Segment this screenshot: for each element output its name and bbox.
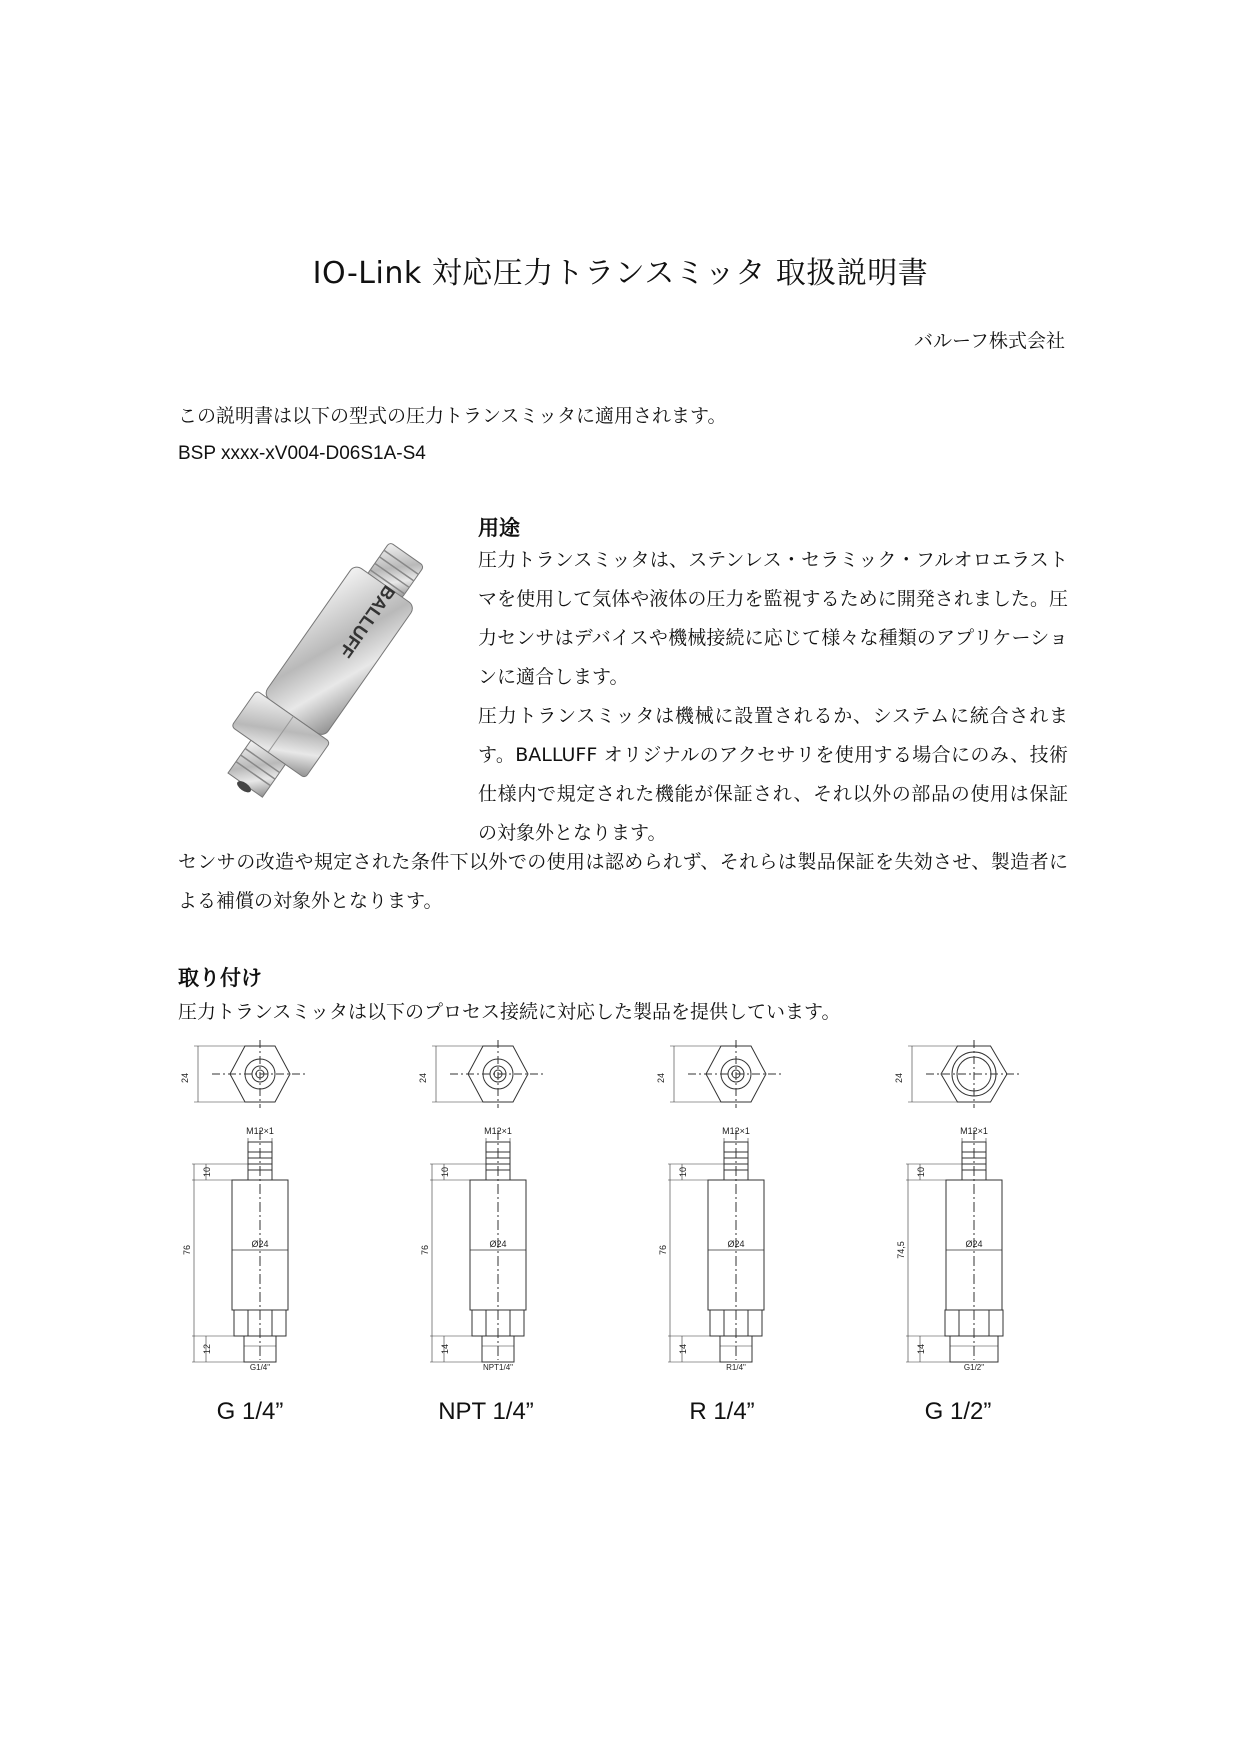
top-length-label: 10 (202, 1166, 212, 1178)
body-length-label: 74,5 (896, 1241, 906, 1259)
body-length-label: 76 (420, 1244, 430, 1256)
drawing-caption-1: G 1/4” (216, 1398, 284, 1425)
hex-size-label: 24 (418, 1072, 428, 1084)
usage-heading: 用途 (478, 516, 520, 540)
diameter-label: Ø24 (727, 1239, 745, 1249)
connector-label: M12×1 (960, 1126, 988, 1136)
thread-length-label: 12 (202, 1343, 212, 1355)
usage-body (478, 541, 1068, 853)
usage-paragraph-3: センサの改造や規定された条件下以外での使用は認められず、それらは製品保証を失効させ、製造者による補償の対象外となります。 (178, 851, 1068, 912)
hex-size-label: 24 (894, 1072, 904, 1084)
mounting-heading: 取り付け (178, 966, 262, 990)
hex-size-label: 24 (656, 1072, 666, 1084)
drawing-caption-2: NPT 1/4” (438, 1398, 534, 1425)
usage-paragraph-2: 圧力トランスミッタは機械に設置されるか、システムに統合されます。BALLUFF オリジナルのアクセサリを使用する場合にのみ、技術仕様内で規定された機能が保証され、それ以外の部品の使用は保証の対象外となります。 (478, 705, 1068, 844)
drawing-4 (894, 1040, 1054, 1370)
diameter-label: Ø24 (965, 1239, 983, 1249)
usage-paragraph-1: 圧力トランスミッタは、ステンレス・セラミック・フルオロエラストマを使用して気体や液体の圧力を監視するために開発されました。圧力センサはデバイスや機械接続に応じて様々な種類のアプリケーションに適合します。 (478, 549, 1068, 688)
diameter-label: Ø24 (489, 1239, 507, 1249)
intro-text: この説明書は以下の型式の圧力トランスミッタに適用されます。 (178, 405, 727, 427)
body-length-label: 76 (658, 1244, 668, 1256)
thread-length-label: 14 (440, 1343, 450, 1355)
body-length-label: 76 (182, 1244, 192, 1256)
model-number: BSP xxxx-xV004-D06S1A-S4 (178, 443, 426, 464)
drawing-caption-3: R 1/4” (689, 1398, 755, 1425)
drawing-2 (418, 1040, 578, 1370)
top-length-label: 10 (440, 1166, 450, 1178)
thread-label: NPT1/4" (483, 1363, 513, 1370)
thread-label: G1/4" (249, 1363, 271, 1370)
thread-label: G1/2" (963, 1363, 985, 1370)
thread-label: R1/4" (726, 1363, 746, 1370)
drawing-1 (180, 1040, 340, 1370)
mounting-body: 圧力トランスミッタは以下のプロセス接続に対応した製品を提供しています。 (178, 1001, 841, 1023)
connector-label: M12×1 (484, 1126, 512, 1136)
photo-brand-label: BALLUFF (335, 581, 400, 662)
hex-size-label: 24 (180, 1072, 190, 1084)
thread-length-label: 14 (916, 1343, 926, 1355)
thread-length-label: 14 (678, 1343, 688, 1355)
diameter-label: Ø24 (251, 1239, 269, 1249)
top-length-label: 10 (916, 1166, 926, 1178)
connector-label: M12×1 (246, 1126, 274, 1136)
company-name: バルーフ株式会社 (913, 330, 1065, 352)
page-title: IO-Link 対応圧力トランスミッタ 取扱説明書 (312, 256, 929, 291)
drawing-caption-4: G 1/2” (924, 1398, 992, 1425)
drawing-3 (656, 1040, 816, 1370)
top-length-label: 10 (678, 1166, 688, 1178)
product-photo (180, 535, 460, 825)
connector-label: M12×1 (722, 1126, 750, 1136)
